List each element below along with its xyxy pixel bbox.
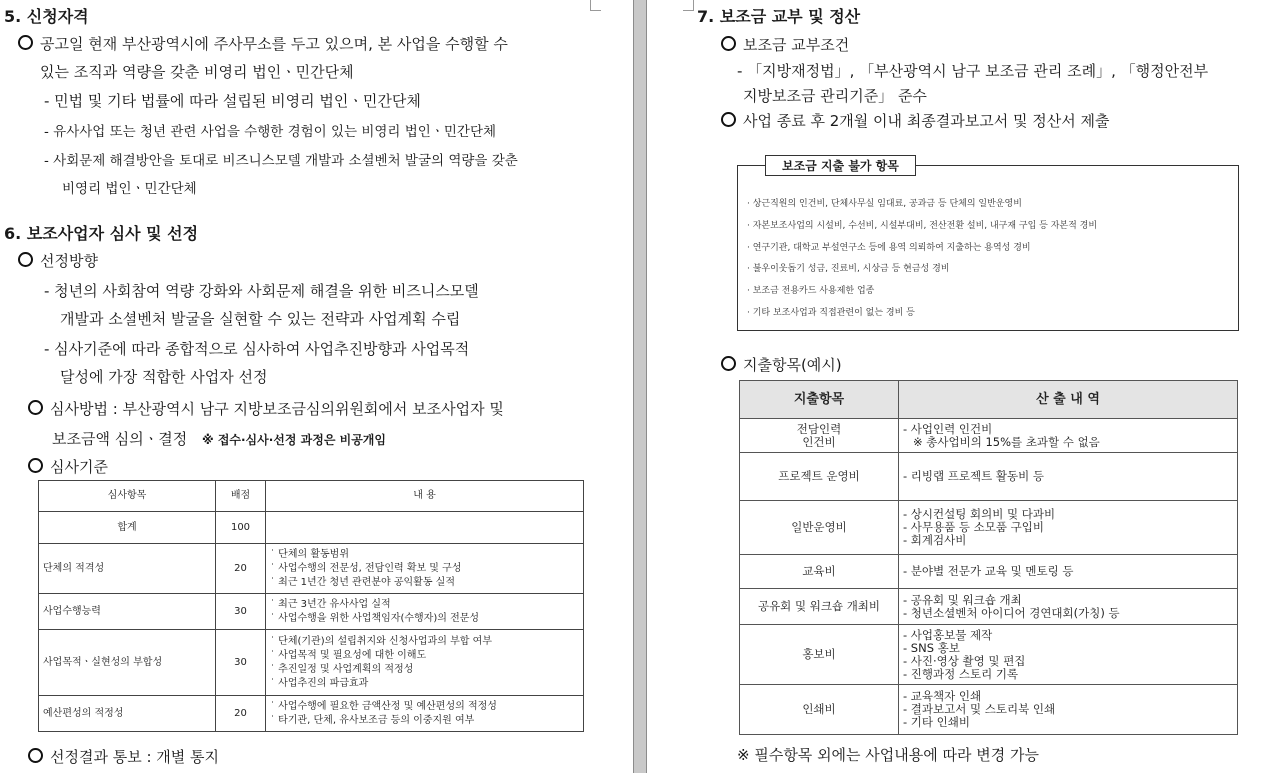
table-header: 산 출 내 역	[899, 381, 1238, 419]
review-method: 심사방법 : 부산광역시 남구 지방보조금심의위원회에서 보조사업자 및	[28, 398, 504, 419]
table-cell: 20	[216, 544, 266, 594]
table-row	[39, 696, 584, 732]
non-allowable-item: · 연구기관, 대학교 부설연구소 등에 용역 의뢰하여 지출하는 용역성 경비	[747, 243, 1031, 253]
circle-bullet-icon	[28, 400, 43, 415]
non-allowable-item: · 기타 보조사업과 직접관련이 없는 경비 등	[747, 308, 915, 318]
table-cell: 30	[216, 594, 266, 630]
section-5-title: 5. 신청자격	[4, 7, 89, 26]
table-row-total	[39, 512, 584, 544]
table-cell: 예산편성의 적정성	[39, 696, 216, 732]
table-row	[740, 419, 1238, 453]
left-page	[0, 0, 633, 773]
table-cell: 교육비	[740, 555, 899, 589]
non-allowable-item: · 자본보조사업의 시설비, 수선비, 시설부대비, 전산전환 설비, 내구재 구입 등 자본적 경비	[747, 221, 1098, 231]
eligibility-main: 공고일 현재 부산광역시에 주사무소를 두고 있으며, 본 사업을 수행할 수	[18, 33, 508, 54]
review-method-cont: 보조금액 심의ㆍ결정 ※ 접수·심사·선정 과정은 비공개임	[52, 430, 386, 448]
eligibility-detail-3: - 사회문제 해결방안을 토대로 비즈니스모델 개발과 소셜벤처 발굴의 역량을 갖춘	[44, 153, 518, 169]
table-cell: 100	[216, 512, 266, 544]
direction-1-cont: 개발과 소셜벤처 발굴을 실현할 수 있는 전략과 사업계획 수립	[60, 310, 461, 328]
table-cell: 사업목적ㆍ실현성의 부합성	[39, 630, 216, 696]
table-cell: 일반운영비	[740, 501, 899, 555]
expense-items-label: 지출항목(예시)	[721, 354, 842, 375]
eligibility-detail-3-cont: 비영리 법인ㆍ민간단체	[62, 181, 197, 197]
table-header-row	[39, 481, 584, 512]
grant-condition-1: - 「지방재정법」, 「부산광역시 남구 보조금 관리 조례」, 「행정안전부	[737, 62, 1209, 80]
direction-2-cont: 달성에 가장 적합한 사업자 선정	[60, 368, 268, 386]
table-row	[740, 453, 1238, 501]
table-cell: - 리빙랩 프로젝트 활동비 등	[899, 453, 1238, 501]
table-cell: ˙ 최근 3년간 유사사업 실적 ˙ 사업수행을 위한 사업책임자(수행자)의 전문성	[266, 594, 584, 630]
table-header: 심사항목	[39, 481, 216, 512]
expense-table	[739, 380, 1238, 735]
table-header: 내 용	[266, 481, 584, 512]
table-row	[740, 501, 1238, 555]
eligibility-detail-1: - 민법 및 기타 법률에 따라 설립된 비영리 법인ㆍ민간단체	[44, 92, 421, 110]
table-cell: 홍보비	[740, 625, 899, 685]
circle-bullet-icon	[721, 36, 736, 51]
table-cell: ˙ 단체의 활동범위 ˙ 사업수행의 전문성, 전담인력 확보 및 구성 ˙ 최근 1년간 청년 관련분야 공익활동 실적	[266, 544, 584, 594]
table-cell: 20	[216, 696, 266, 732]
direction-1: - 청년의 사회참여 역량 강화와 사회문제 해결을 위한 비즈니스모델	[44, 282, 479, 300]
criteria-label: 심사기준	[28, 456, 108, 477]
table-cell: ˙ 사업수행에 필요한 금액산정 및 예산편성의 적정성 ˙ 타기관, 단체, 유사보조금 등의 이중지원 여부	[266, 696, 584, 732]
review-criteria-table	[38, 480, 584, 732]
table-header-row	[740, 381, 1238, 419]
table-header: 지출항목	[740, 381, 899, 419]
circle-bullet-icon	[721, 356, 736, 371]
table-cell: - 공유회 및 워크숍 개최 - 청년소셜벤처 아이디어 경연대회(가칭) 등	[899, 589, 1238, 625]
table-row	[740, 625, 1238, 685]
table-row	[39, 544, 584, 594]
table-cell: 인쇄비	[740, 685, 899, 735]
grant-condition-label: 보조금 교부조건	[721, 34, 849, 55]
table-row	[39, 594, 584, 630]
table-cell: 단체의 적격성	[39, 544, 216, 594]
non-allowable-title: 보조금 지출 불가 항목	[765, 155, 916, 176]
table-cell: - 분야별 전문가 교육 및 멘토링 등	[899, 555, 1238, 589]
final-report: 사업 종료 후 2개월 이내 최종결과보고서 및 정산서 제출	[721, 110, 1109, 131]
review-note: ※ 접수·심사·선정 과정은 비공개임	[201, 433, 386, 447]
table-cell: - 사업홍보물 제작 - SNS 홍보 - 사진·영상 촬영 및 편집 - 진행과정 스토리 기록	[899, 625, 1238, 685]
selection-result: 선정결과 통보 : 개별 통지	[28, 746, 219, 767]
circle-bullet-icon	[721, 112, 736, 127]
table-cell: - 교육책자 인쇄 - 결과보고서 및 스토리북 인쇄 - 기타 인쇄비	[899, 685, 1238, 735]
page-corner-mark	[590, 0, 601, 11]
section-7-title: 7. 보조금 교부 및 정산	[697, 7, 861, 26]
circle-bullet-icon	[28, 748, 43, 763]
table-cell: 합계	[39, 512, 216, 544]
table-cell: 공유회 및 워크숍 개최비	[740, 589, 899, 625]
eligibility-detail-2: - 유사사업 또는 청년 관련 사업을 수행한 경험이 있는 비영리 법인ㆍ민간단체	[44, 124, 497, 140]
non-allowable-item: · 상근직원의 인건비, 단체사무실 임대료, 공과금 등 단체의 일반운영비	[747, 199, 1022, 209]
table-row	[740, 685, 1238, 735]
table-cell: 30	[216, 630, 266, 696]
table-row	[740, 555, 1238, 589]
table-cell: 프로젝트 운영비	[740, 453, 899, 501]
selection-direction-label: 선정방향	[18, 250, 98, 271]
table-cell: 사업수행능력	[39, 594, 216, 630]
table-cell: 전담인력 인건비	[740, 419, 899, 453]
circle-bullet-icon	[28, 458, 43, 473]
grant-condition-2: 지방보조금 관리기준」 준수	[743, 87, 927, 105]
non-allowable-item: · 보조금 전용카드 사용제한 업종	[747, 286, 875, 296]
table-header: 배점	[216, 481, 266, 512]
section-6-title: 6. 보조사업자 심사 및 선정	[4, 224, 199, 243]
circle-bullet-icon	[18, 35, 33, 50]
page-gutter	[633, 0, 647, 773]
non-allowable-item: · 불우이웃돕기 성금, 진료비, 시상금 등 현금성 경비	[747, 264, 950, 274]
table-row	[740, 589, 1238, 625]
page-corner-mark	[683, 0, 694, 11]
eligibility-main-cont: 있는 조직과 역량을 갖춘 비영리 법인ㆍ민간단체	[40, 63, 354, 81]
table-cell: ˙ 단체(기관)의 설립취지와 신청사업과의 부합 여부 ˙ 사업목적 및 필요성에 대한 이해도 ˙ 추진일정 및 사업계획의 적정성 ˙ 사업추진의 파급효과	[266, 630, 584, 696]
direction-2: - 심사기준에 따라 종합적으로 심사하여 사업추진방향과 사업목적	[44, 340, 470, 358]
table-cell	[266, 512, 584, 544]
table-row	[39, 630, 584, 696]
expense-note: ※ 필수항목 외에는 사업내용에 따라 변경 가능	[737, 746, 1039, 764]
circle-bullet-icon	[18, 252, 33, 267]
table-cell: - 사업인력 인건비 ※ 총사업비의 15%를 초과할 수 없음	[899, 419, 1238, 453]
table-cell: - 상시컨설팅 회의비 및 다과비 - 사무용품 등 소모품 구입비 - 회계검사비	[899, 501, 1238, 555]
right-page	[647, 0, 1267, 773]
